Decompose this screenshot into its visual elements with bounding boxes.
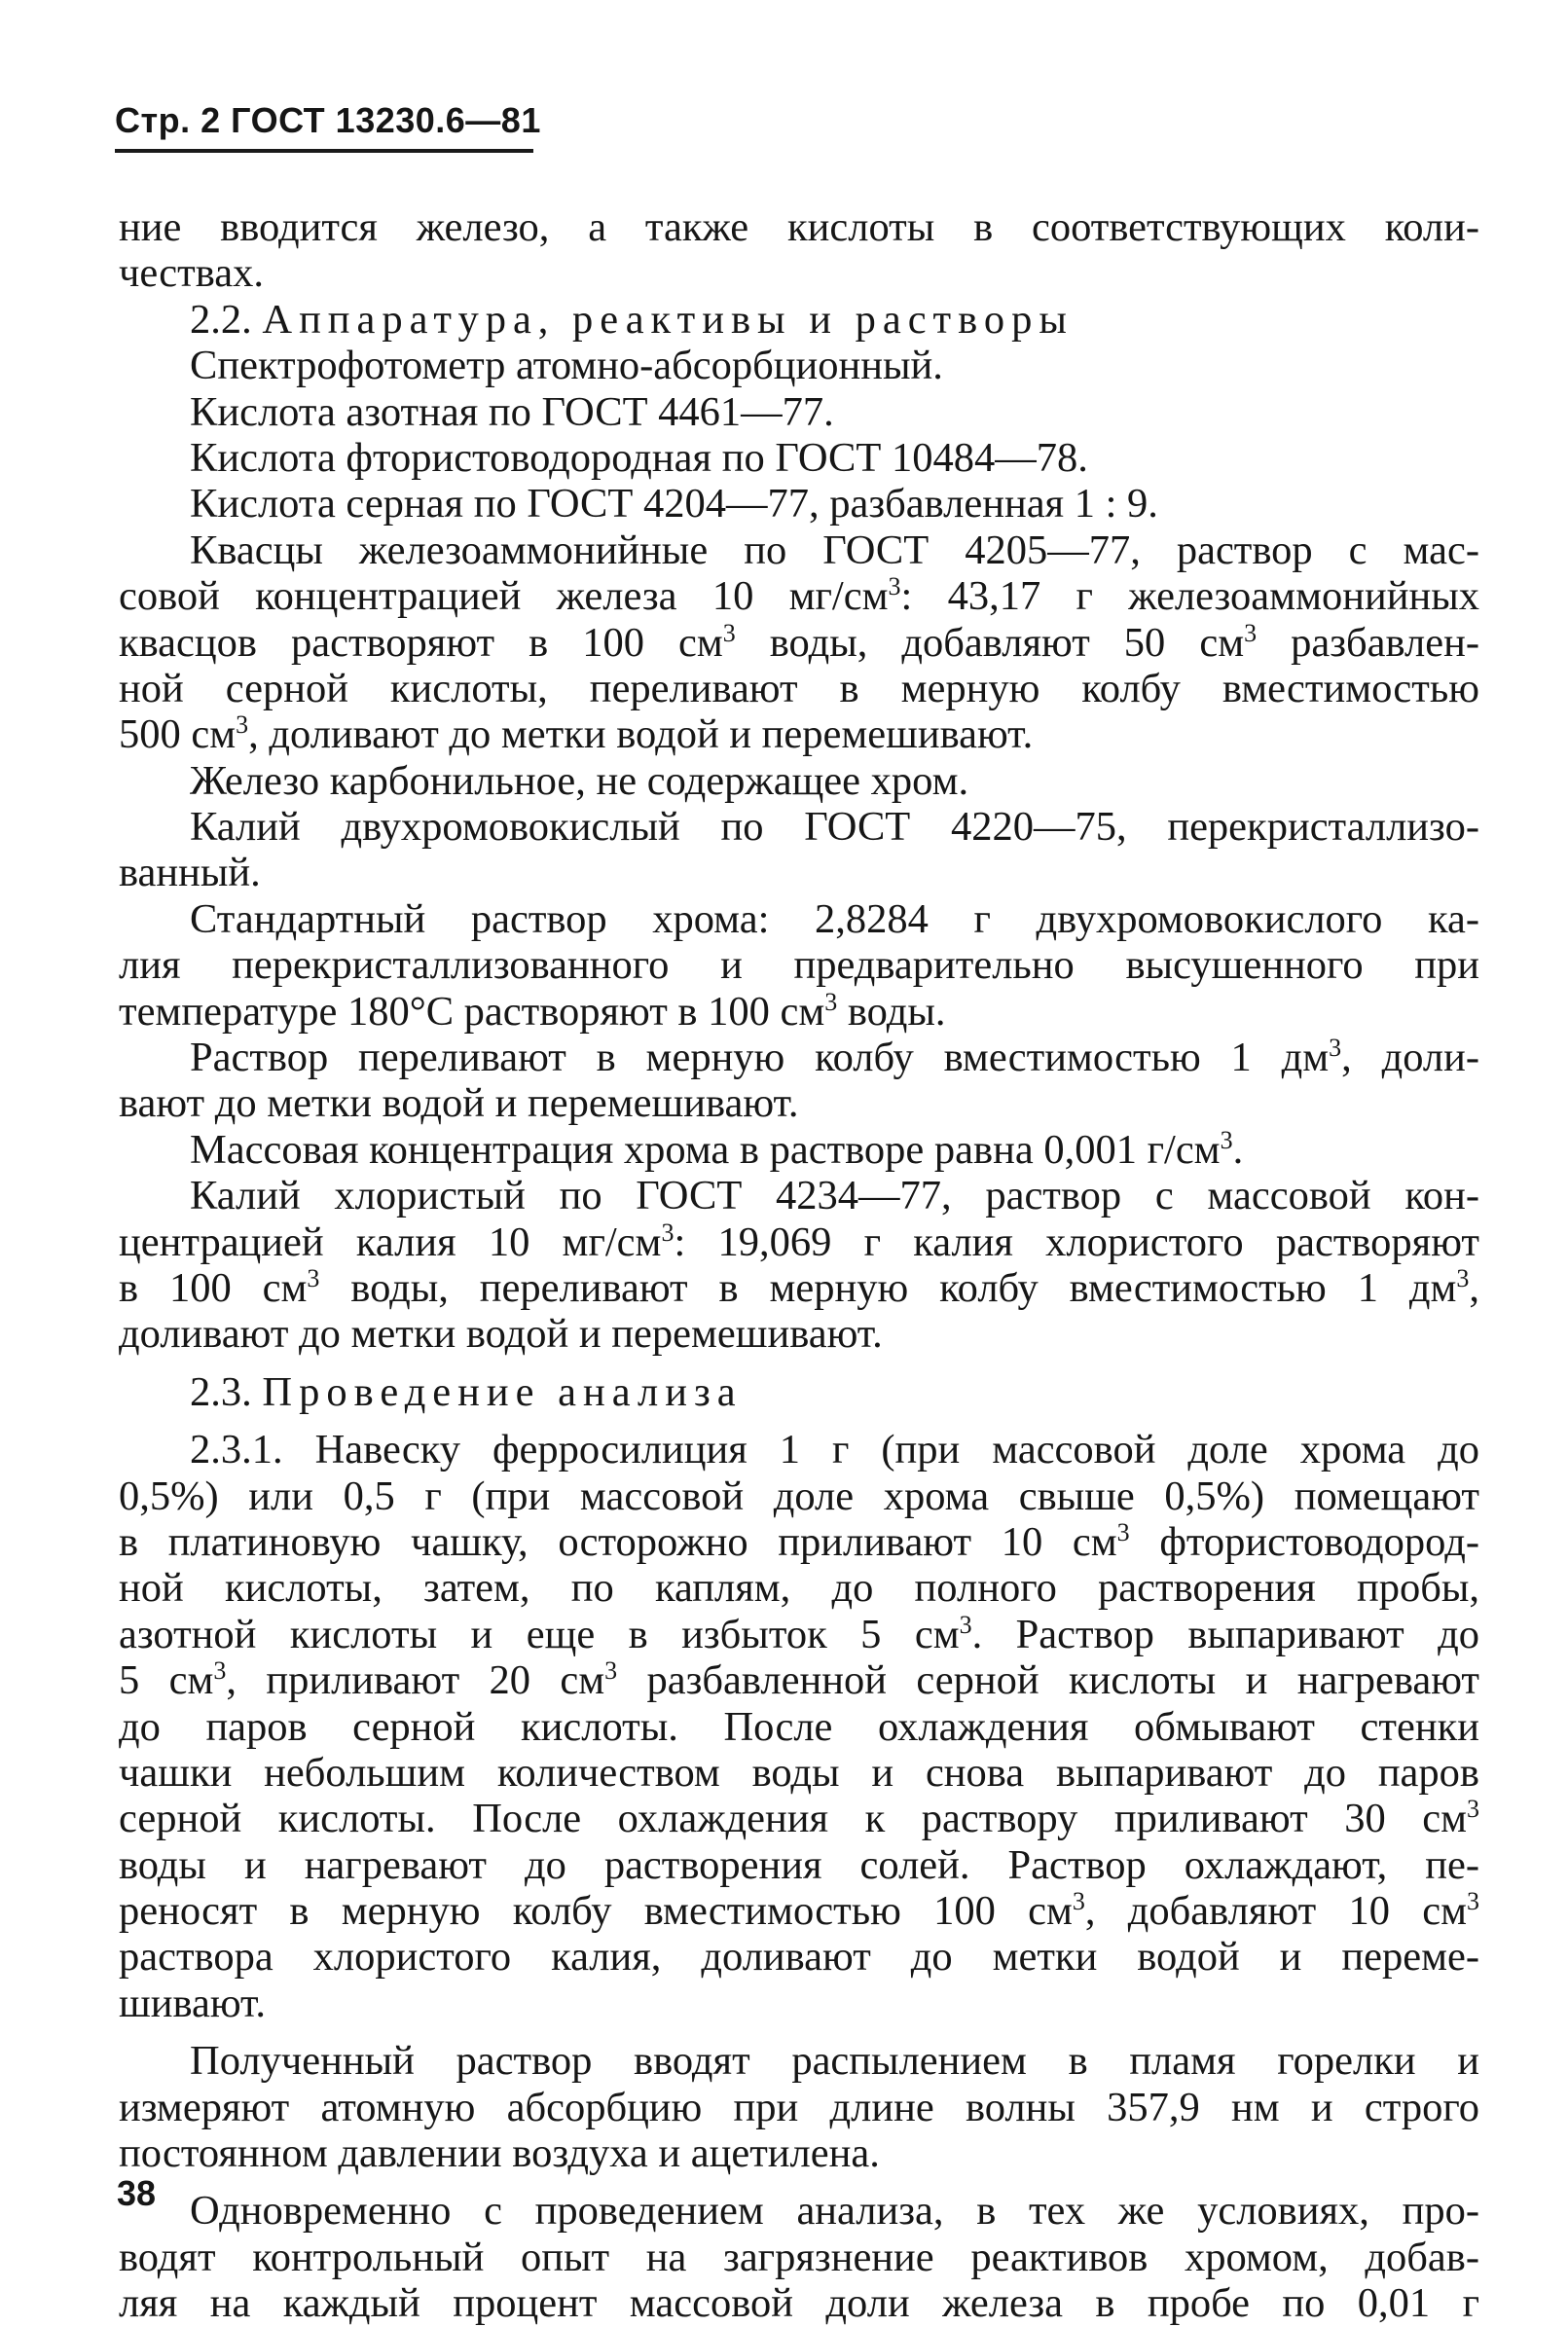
text-line: 2.3.1. Навеску ферросилиция 1 г (при массовой доле хрома до [190, 1427, 1479, 1473]
text-line: ной серной кислоты, переливают в мерную колбу вместимостью [119, 665, 1479, 711]
text-fragment: , [1469, 1264, 1479, 1311]
text-fragment: разбавлен- [1257, 619, 1479, 666]
text-line [119, 1035, 1479, 1080]
section-title: Проведение анализа [262, 1368, 743, 1415]
text-line: чашки небольшим количеством воды и снова выпаривают до паров [119, 1749, 1479, 1796]
superscript: 3 [307, 1263, 320, 1292]
superscript: 3 [1467, 1795, 1479, 1824]
superscript: 3 [1072, 1886, 1085, 1915]
section-heading-2-2 [119, 297, 1479, 343]
text-line [119, 1657, 1479, 1703]
text-fragment: квасцов растворяют в 100 см [119, 619, 723, 666]
text-line: Одновременно с проведением анализа, в тех же условиях, про- [190, 2188, 1479, 2235]
superscript: 3 [604, 1655, 618, 1685]
spacer [119, 2026, 1479, 2038]
superscript: 3 [236, 710, 249, 740]
text-fragment: центрацией калия 10 мг/см [119, 1218, 662, 1265]
reagent-item: Спектрофотометр атомно-абсорбционный. [190, 343, 943, 389]
text-line: чествах. [119, 250, 264, 297]
text-line: Стандартный раствор хрома: 2,8284 г двухромовокислого ка- [190, 895, 1479, 942]
reagent-item: Кислота азотная по ГОСТ 4461—77. [190, 388, 834, 435]
superscript: 3 [213, 1655, 227, 1685]
text-line [119, 711, 1479, 757]
text-fragment: воды. [837, 988, 946, 1035]
text-fragment: воды, переливают в мерную колбу вместимостью 1 дм [319, 1264, 1457, 1311]
text-line [119, 1888, 1479, 1934]
text-fragment: в платиновую чашку, осторожно приливают 10 см [119, 1518, 1117, 1565]
text-line: Квасцы железоаммонийные по ГОСТ 4205—77, раствор с мас- [190, 527, 1479, 573]
reagent-item: Кислота фтористоводородная по ГОСТ 10484—78. [190, 434, 1088, 481]
text-fragment: : 19,069 г калия хлористого растворяют [674, 1218, 1479, 1265]
text-line [119, 573, 1479, 619]
text-line: до паров серной кислоты. После охлаждения обмывают стенки [119, 1703, 1479, 1750]
header-rule [115, 149, 533, 153]
superscript: 3 [1244, 618, 1258, 647]
superscript: 3 [1329, 1033, 1342, 1062]
section-number: 2.3. [190, 1368, 252, 1415]
text-line: раствора хлористого калия, доливают до метки водой и переме- [119, 1934, 1479, 1981]
text-fragment: , доли- [1341, 1035, 1479, 1081]
superscript: 3 [888, 571, 901, 600]
running-header: Стр. 2 ГОСТ 13230.6—81 [115, 100, 541, 140]
text-line [119, 1612, 1479, 1657]
text-fragment: серной кислоты. После охлаждения к раствору приливают 30 см [119, 1796, 1467, 1842]
text-fragment: 500 см [119, 711, 237, 758]
superscript: 3 [1116, 1517, 1130, 1546]
text-line: измеряют атомную абсорбцию при длине волны 357,9 нм и строго [119, 2084, 1479, 2130]
text-line: Калий хлористый по ГОСТ 4234—77, раствор с массовой кон- [190, 1173, 1479, 1219]
superscript: 3 [1220, 1125, 1233, 1154]
text-line: 0,5%) или 0,5 г (при массовой доле хрома свыше 0,5%) помещают [119, 1473, 1479, 1519]
superscript: 3 [722, 618, 736, 647]
text-fragment: азотной кислоты и еще в избыток 5 см [119, 1611, 960, 1657]
text-fragment: воды, добавляют 50 см [735, 619, 1245, 666]
spacer [119, 1415, 1479, 1427]
text-line: ванный. [119, 850, 261, 896]
text-fragment: : 43,17 г железоаммонийных [900, 573, 1479, 620]
text-line: шивают. [119, 1980, 267, 2026]
text-fragment: реносят в мерную колбу вместимостью 100 см [119, 1888, 1073, 1935]
text-line [119, 1519, 1479, 1565]
text-fragment: температуре 180°С растворяют в 100 см [119, 988, 825, 1035]
section-title: Аппаратура, реактивы и растворы [262, 296, 1074, 343]
text-line [119, 1265, 1479, 1311]
text-line [119, 1796, 1479, 1841]
text-fragment: 5 см [119, 1657, 214, 1704]
text-line [119, 1219, 1479, 1265]
text-line [119, 620, 1479, 666]
page-number: 38 [117, 2173, 157, 2213]
text-fragment: совой концентрацией железа 10 мг/см [119, 573, 889, 620]
text-line: ляя на каждый процент массовой доли железа в пробе по 0,01 г [119, 2280, 1479, 2327]
superscript: 3 [1467, 1886, 1479, 1915]
text-line: Железо карбонильное, не содержащее хром. [190, 757, 969, 804]
text-line [119, 989, 1479, 1035]
text-line: вают до метки водой и перемешивают. [119, 1080, 799, 1127]
text-fragment: . Раствор выпаривают до [971, 1611, 1479, 1657]
superscript: 3 [824, 987, 838, 1016]
text-fragment: , добавляют 10 см [1084, 1888, 1467, 1935]
spacer [119, 2176, 1479, 2188]
document-body [119, 204, 1479, 2327]
text-line: Калий двухромовокислый по ГОСТ 4220—75, перекристаллизо- [190, 804, 1479, 851]
text-fragment: Раствор переливают в мерную колбу вместимостью 1 дм [190, 1035, 1330, 1081]
text-fragment: , приливают 20 см [226, 1657, 605, 1704]
text-fragment: разбавленной серной кислоты и нагревают [617, 1657, 1479, 1704]
section-number: 2.2. [190, 296, 252, 343]
text-fragment: , доливают до метки водой и перемешивают. [248, 711, 1034, 758]
text-line: ние вводится железо, а также кислоты в соответствующих коли- [119, 204, 1479, 250]
superscript: 3 [661, 1218, 675, 1247]
superscript: 3 [959, 1610, 972, 1639]
reagent-item: Кислота серная по ГОСТ 4204—77, разбавленная 1 : 9. [190, 481, 1158, 527]
superscript: 3 [1456, 1263, 1470, 1292]
text-line: ной кислоты, затем, по каплям, до полного растворения пробы, [119, 1565, 1479, 1612]
text-fragment: в 100 см [119, 1264, 308, 1311]
text-line: лия перекристаллизованного и предварительно высушенного при [119, 942, 1479, 989]
spacer [119, 1358, 1479, 1369]
text-line: постоянном давлении воздуха и ацетилена. [119, 2130, 880, 2177]
text-fragment: Массовая концентрация хрома в растворе равна 0,001 г/см [190, 1126, 1221, 1173]
text-line: Полученный раствор вводят распылением в пламя горелки и [190, 2038, 1479, 2085]
text-line: водят контрольный опыт на загрязнение реактивов хромом, добав- [119, 2234, 1479, 2280]
section-heading-2-3 [119, 1369, 1479, 1415]
text-line [119, 1127, 1479, 1173]
text-fragment: . [1232, 1126, 1244, 1173]
text-line: воды и нагревают до растворения солей. Раствор охлаждают, пе- [119, 1841, 1479, 1888]
text-line: доливают до метки водой и перемешивают. [119, 1311, 883, 1358]
text-fragment: фтористоводород- [1129, 1518, 1479, 1565]
